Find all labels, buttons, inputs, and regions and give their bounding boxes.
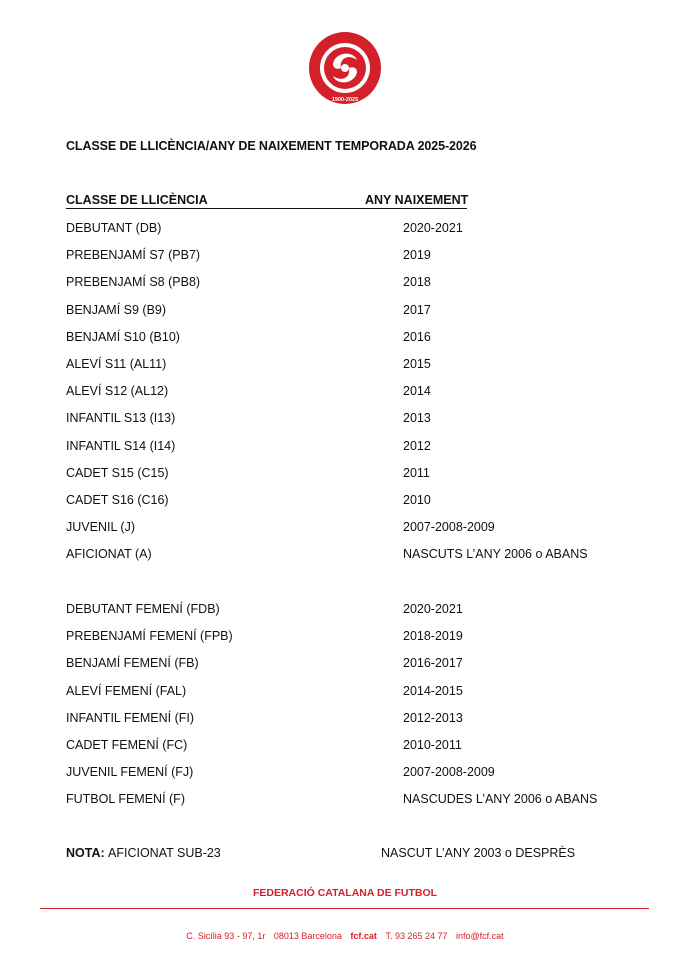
- table-row: [0, 466, 690, 486]
- table-row: [0, 765, 690, 785]
- header-underline: [66, 208, 467, 209]
- table-row: [0, 520, 690, 540]
- table-row: [0, 330, 690, 350]
- license-class: CADET FEMENÍ (FC): [66, 738, 188, 752]
- note-label: NOTA:: [66, 846, 105, 860]
- table-row: [0, 493, 690, 513]
- birth-year: 2007-2008-2009: [403, 765, 495, 780]
- birth-year: 2020-2021: [403, 602, 463, 616]
- column-header-year: ANY NAIXEMENT: [365, 193, 469, 207]
- license-class: DEBUTANT (DB): [66, 221, 162, 235]
- logo-years: 1900-2025: [331, 97, 359, 103]
- birth-year: 2010: [403, 493, 431, 507]
- birth-year: 2017: [403, 302, 431, 317]
- license-class: BENJAMÍ FEMENÍ (FB): [66, 656, 199, 671]
- license-class: DEBUTANT FEMENÍ (FDB): [66, 602, 220, 616]
- license-class: PREBENJAMÍ S8 (PB8): [66, 275, 201, 290]
- license-class: INFANTIL FEMENÍ (FI): [66, 710, 195, 725]
- table-row: [0, 602, 690, 622]
- footer-divider: [40, 908, 649, 909]
- document-title: CLASSE DE LLICÈNCIA/ANY DE NAIXEMENT TEMPORADA 2025-2026: [66, 139, 477, 153]
- fcf-logo-icon: [307, 26, 413, 106]
- license-class: CADET S15 (C15): [66, 465, 169, 480]
- footer-city: 08013 Barcelona: [273, 931, 342, 941]
- license-class: JUVENIL FEMENÍ (FJ): [66, 765, 194, 780]
- birth-year: 2012: [403, 438, 431, 453]
- birth-year: 2007-2008-2009: [403, 520, 495, 535]
- license-class: ALEVÍ FEMENÍ (FAL): [66, 683, 187, 698]
- birth-year: 2015: [403, 357, 431, 371]
- birth-year: 2016-2017: [403, 656, 463, 671]
- license-class: CADET S16 (C16): [66, 493, 169, 507]
- birth-year: 2018: [403, 275, 431, 290]
- logo-ring-text: FEDERACIÓ CATALANA DE FUTBOL: [307, 26, 413, 32]
- table-row: [0, 357, 690, 377]
- birth-year: NASCUTS L’ANY 2006 o ABANS: [403, 547, 588, 562]
- birth-year: NASCUDES L’ANY 2006 o ABANS: [403, 792, 598, 807]
- footer-web-link[interactable]: fcf.cat: [350, 931, 377, 941]
- table-row: [0, 439, 690, 459]
- license-class: INFANTIL S14 (I14): [66, 438, 176, 453]
- license-class: PREBENJAMÍ S7 (PB7): [66, 248, 201, 263]
- footer-org: FEDERACIÓ CATALANA DE FUTBOL: [252, 887, 438, 899]
- note-year: NASCUT L’ANY 2003 o DESPRÈS: [381, 846, 576, 860]
- table-row: [0, 738, 690, 758]
- table-row: [0, 248, 690, 268]
- birth-year: 2011: [403, 465, 430, 480]
- birth-year: 2012-2013: [403, 710, 463, 725]
- license-class: FUTBOL FEMENÍ (F): [66, 792, 185, 807]
- license-class: AFICIONAT (A): [66, 547, 152, 562]
- license-class: ALEVÍ S11 (AL11): [66, 357, 167, 371]
- table-row: [0, 303, 690, 323]
- license-class: ALEVÍ S12 (AL12): [66, 384, 169, 399]
- note: [0, 846, 690, 866]
- birth-year: 2013: [403, 411, 431, 426]
- license-class: BENJAMÍ S10 (B10): [66, 329, 180, 344]
- table-row: [0, 275, 690, 295]
- birth-year: 2018-2019: [403, 629, 463, 644]
- table-row: [0, 384, 690, 404]
- table-row: [0, 792, 690, 812]
- table-row: [0, 684, 690, 704]
- birth-year: 2014: [403, 384, 431, 399]
- footer-email-link[interactable]: info@fcf.cat: [456, 931, 504, 941]
- birth-year: 2014-2015: [403, 683, 463, 698]
- birth-year: 2010-2011: [403, 738, 462, 752]
- license-class: BENJAMÍ S9 (B9): [66, 302, 167, 317]
- footer-contact: [0, 931, 690, 941]
- footer-address: C. Sicília 93 - 97, 1r: [186, 931, 266, 941]
- table-row: [0, 711, 690, 731]
- license-class: INFANTIL S13 (I13): [66, 411, 176, 426]
- license-class: JUVENIL (J): [66, 520, 135, 535]
- license-class: PREBENJAMÍ FEMENÍ (FPB): [66, 629, 233, 644]
- birth-year: 2020-2021: [403, 221, 463, 235]
- table-row: [0, 411, 690, 431]
- table-row: [0, 656, 690, 676]
- table-row: [0, 629, 690, 649]
- birth-year: 2016: [403, 329, 431, 344]
- fcf-logo: [307, 26, 413, 106]
- table-row: [0, 547, 690, 567]
- footer-phone: T. 93 265 24 77: [385, 931, 448, 941]
- birth-year: 2019: [403, 248, 431, 263]
- note-text: AFICIONAT SUB-23: [108, 846, 221, 860]
- table-row: [0, 221, 690, 241]
- column-header-class: CLASSE DE LLICÈNCIA: [66, 193, 208, 207]
